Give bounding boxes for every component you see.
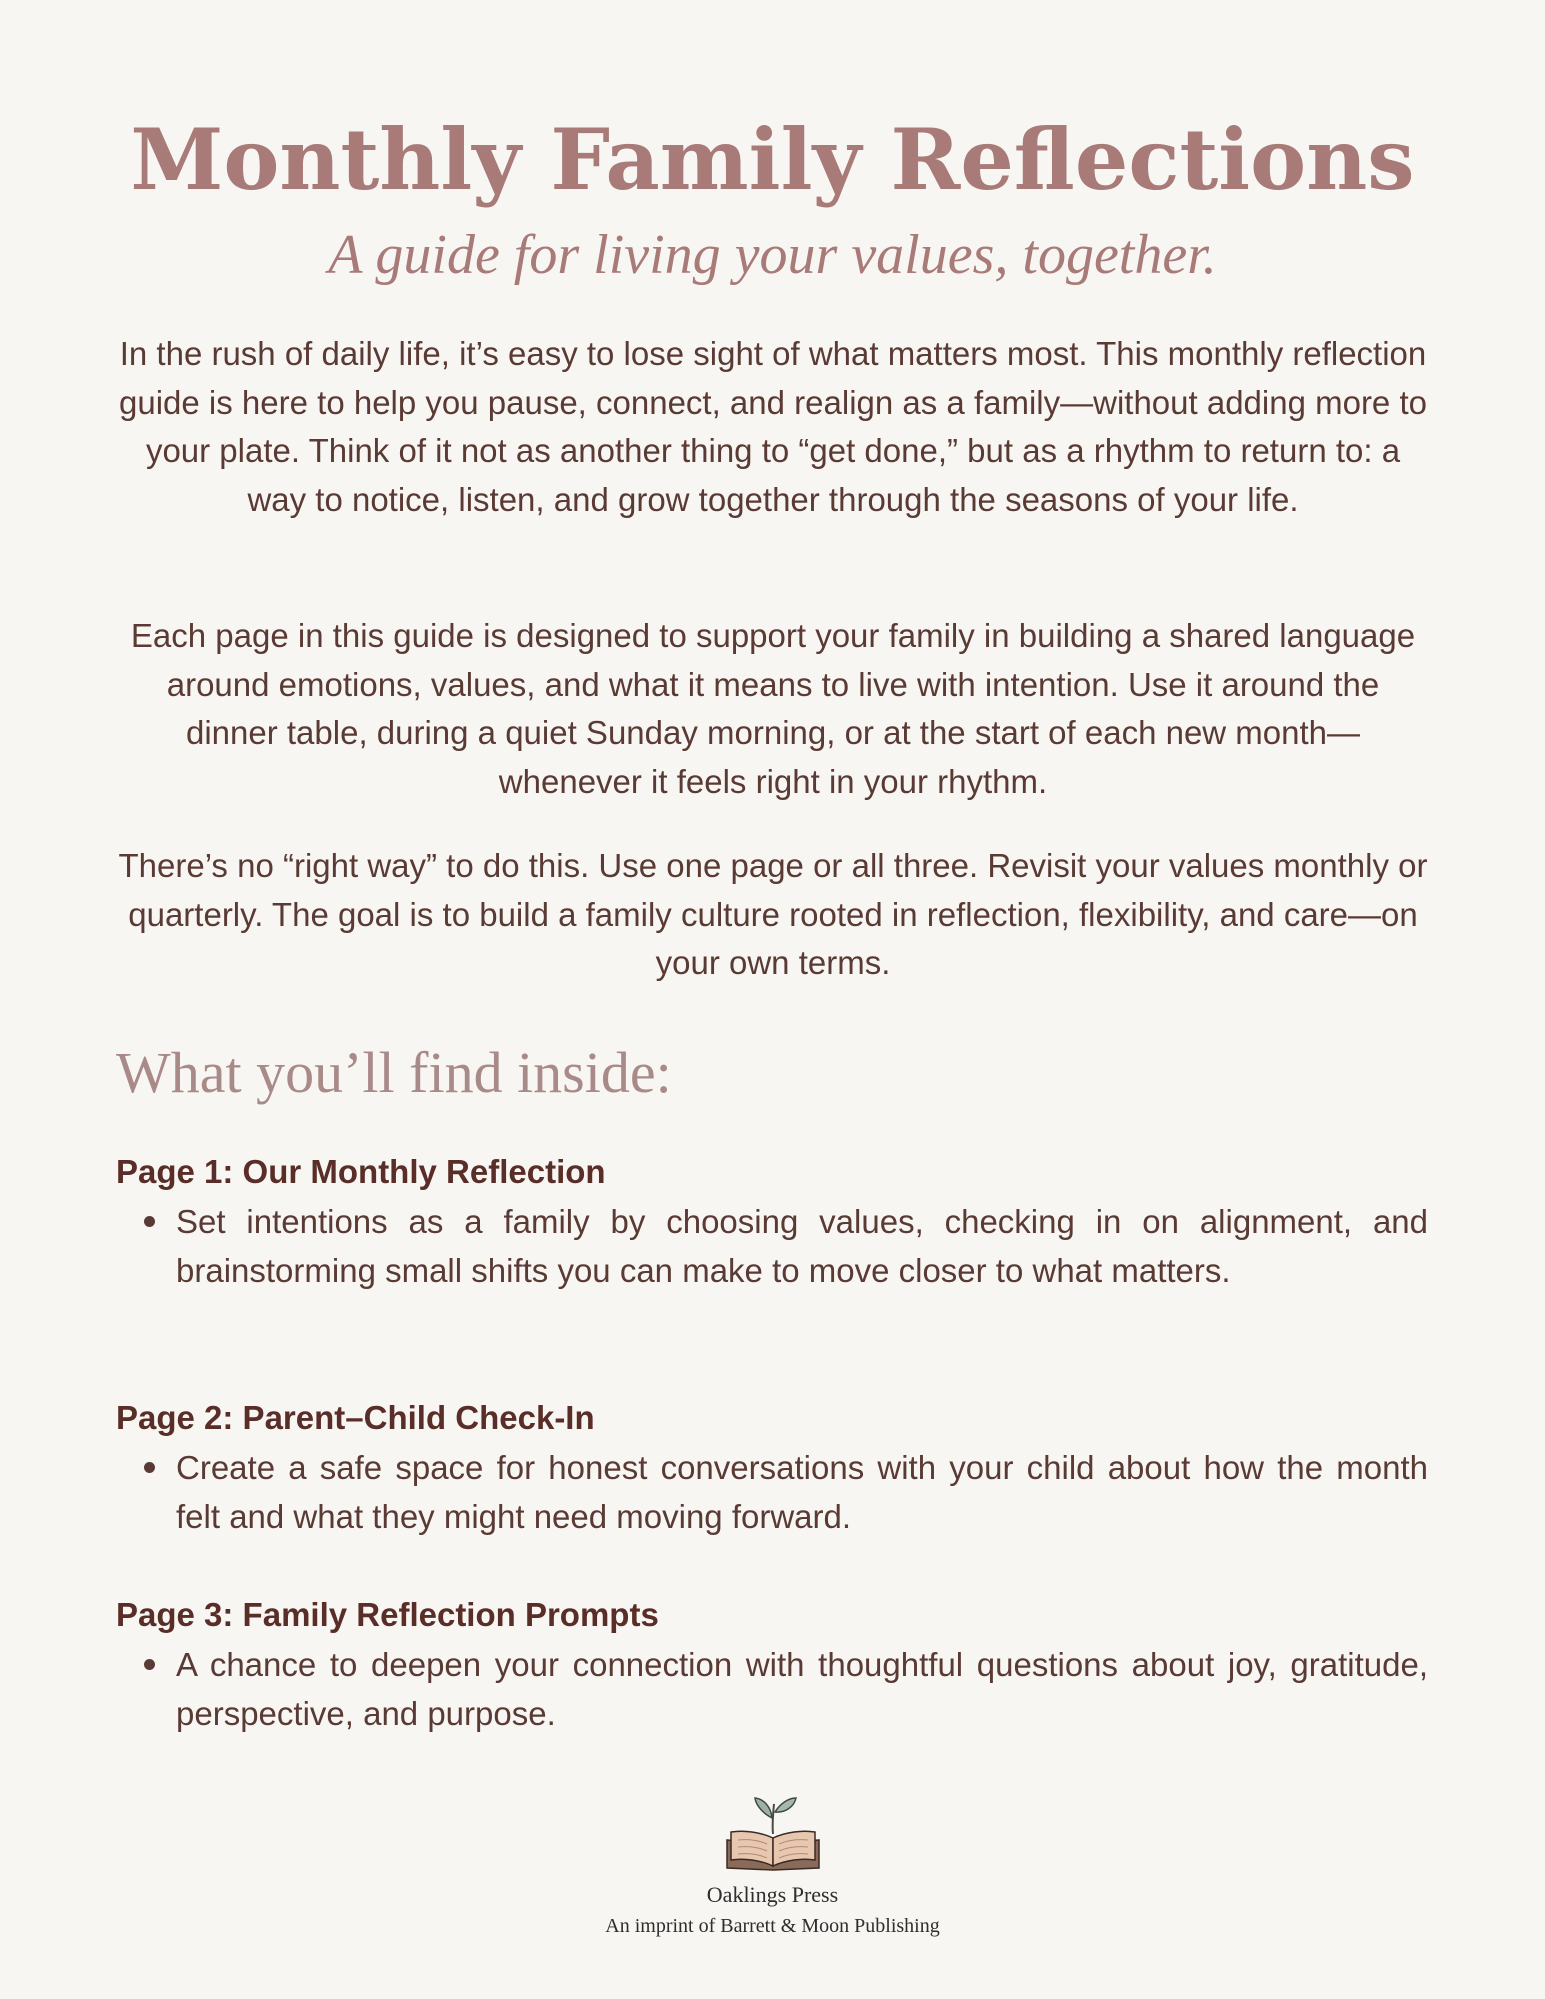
bullet-icon [144,1216,155,1227]
page-summary-description: Set intentions as a family by choosing values, checking in on alignment, and brainstorming small shifts you can make to move closer to what matters. [176,1203,1428,1289]
page-summary-title: Page 2: Parent–Child Check-In [116,1399,595,1436]
list-item [116,1198,1428,1295]
intro-paragraph: Each page in this guide is designed to support your family in building a shared language around emotions, values, and what it means to live with intention. Use it around the dinner table, during a quiet Sunday morning, or at the start of each new month—whenever it feels right in your rhythm. [130,617,1416,800]
page-summary-2 [116,1394,1428,1541]
bullet-icon [144,1659,155,1670]
page-summary-list [116,1198,1428,1295]
page-subtitle: A guide for living your values, together. [328,224,1217,286]
bullet-icon [144,1462,155,1473]
page-summary-list [116,1444,1428,1541]
section-heading: What you’ll find inside: [116,1040,672,1105]
page-summary-list [116,1641,1428,1738]
intro-paragraph: In the rush of daily life, it’s easy to lose sight of what matters most. This monthly reflection guide is here to help you pause, connect, and realign as a family—without adding more to your plate. Think of it not as another thing to “get done,” but as a rhythm to return to: a way to notice, listen, and grow together through the seasons of your life. [119,335,1427,518]
page-summary-title: Page 1: Our Monthly Reflection [116,1153,606,1190]
list-item [116,1641,1428,1738]
publisher-imprint: An imprint of Barrett & Moon Publishing [605,1915,940,1937]
page-summary-title: Page 3: Family Reflection Prompts [116,1596,659,1633]
page-title: Monthly Family Reflections [130,110,1415,209]
list-item [116,1444,1428,1541]
open-book-sprout-icon [722,1792,824,1872]
page-summary-1 [116,1148,1428,1295]
page-summary-description: A chance to deepen your connection with thoughtful questions about joy, gratitude, perspective, and purpose. [176,1646,1428,1732]
intro-paragraph: There’s no “right way” to do this. Use one page or all three. Revisit your values monthly or quarterly. The goal is to build a family culture rooted in reflection, flexibility, and care—on your own terms. [118,847,1428,981]
page-summary-3 [116,1591,1428,1738]
page-summary-description: Create a safe space for honest conversations with your child about how the month felt and what they might need moving forward. [176,1449,1428,1535]
publisher-name: Oaklings Press [706,1882,839,1907]
